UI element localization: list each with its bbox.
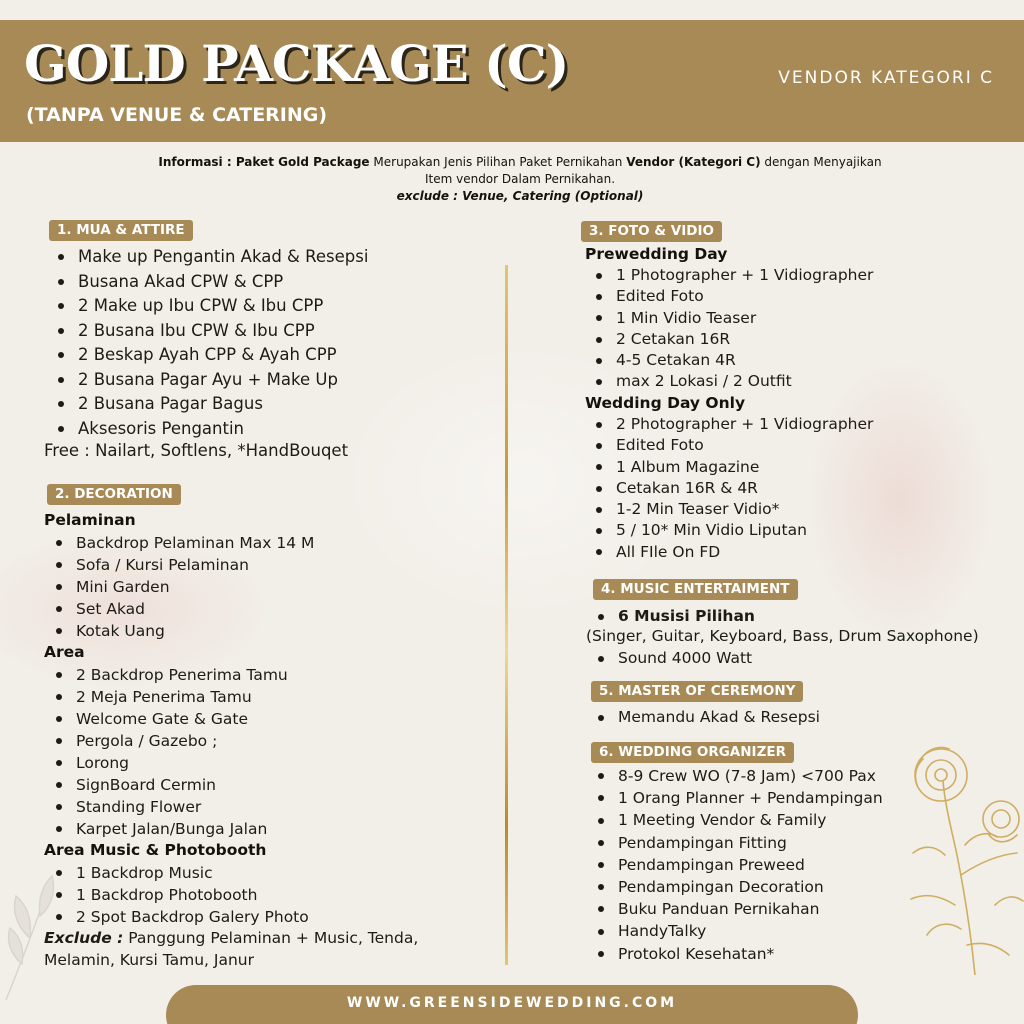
mua-item: 2 Busana Pagar Ayu + Make Up — [78, 368, 368, 393]
music-detail: (Singer, Guitar, Keyboard, Bass, Drum Saxophone) — [586, 627, 979, 645]
wedding-day-item: Cetakan 16R & 4R — [616, 478, 873, 499]
pelaminan-item: Sofa / Kursi Pelaminan — [76, 554, 314, 576]
mua-item: Aksesoris Pengantin — [78, 417, 368, 442]
mua-item: 2 Busana Pagar Bagus — [78, 392, 368, 417]
area-list — [76, 664, 288, 840]
mc-list — [618, 707, 820, 728]
pelaminan-item: Mini Garden — [76, 576, 314, 598]
wo-item: Pendampingan Fitting — [618, 832, 883, 854]
wedding-day-list — [616, 414, 873, 563]
section-mua-title: 1. MUA & ATTIRE — [49, 220, 193, 241]
vendor-category-label: VENDOR KATEGORI C — [778, 68, 994, 88]
pelaminan-item: Backdrop Pelaminan Max 14 M — [76, 534, 315, 552]
area-item: Welcome Gate & Gate — [76, 708, 288, 730]
leaf-icon — [0, 860, 60, 1000]
wo-item: HandyTalky — [618, 920, 883, 942]
wo-item: Protokol Kesehatan* — [618, 943, 883, 965]
prewedding-item: Edited Foto — [616, 286, 873, 307]
area-item: 2 Backdrop Penerima Tamu — [76, 666, 288, 684]
info-block — [100, 154, 940, 205]
prewedding-item: 4-5 Cetakan 4R — [616, 350, 873, 371]
mua-item: Busana Akad CPW & CPP — [78, 270, 368, 295]
footer-url-link[interactable]: WWW.GREENSIDEWEDDING.COM — [346, 995, 678, 1011]
gold-divider — [505, 265, 508, 965]
section-foto-title: 3. FOTO & VIDIO — [581, 221, 722, 242]
section-wo-title: 6. WEDDING ORGANIZER — [591, 742, 794, 763]
prewedding-heading: Prewedding Day — [585, 245, 728, 263]
wedding-day-item: Edited Foto — [616, 435, 873, 456]
music-item-musisi: 6 Musisi Pilihan — [618, 606, 755, 627]
music-area-item: 1 Backdrop Music — [76, 862, 309, 884]
prewedding-item: 1 Min Vidio Teaser — [616, 308, 873, 329]
page-subtitle: (TANPA VENUE & CATERING) — [26, 104, 328, 126]
wedding-day-heading: Wedding Day Only — [585, 394, 746, 412]
footer-bar — [166, 985, 858, 1024]
mua-list — [78, 245, 368, 441]
info-text-1: Merupakan Jenis Pilihan Paket Pernikahan — [369, 155, 627, 169]
mua-free: Free : Nailart, Softlens, *HandBouqet — [44, 441, 349, 460]
decoration-exclude-line-1 — [44, 929, 418, 947]
prewedding-item: 2 Cetakan 16R — [616, 329, 873, 350]
pelaminan-list — [76, 532, 314, 642]
page-title: GOLD PACKAGE (C) — [24, 34, 569, 93]
info-text-2: dengan Menyajikan — [760, 155, 882, 169]
info-label: Informasi : — [158, 155, 236, 169]
wedding-day-item: All FIle On FD — [616, 542, 873, 563]
gold-flower-icon — [905, 735, 1024, 975]
exclude-text-1: Panggung Pelaminan + Music, Tenda, — [123, 929, 419, 947]
info-exclude: exclude : Venue, Catering (Optional) — [396, 189, 644, 203]
mua-item: 2 Beskap Ayah CPP & Ayah CPP — [78, 343, 368, 368]
area-item: Karpet Jalan/Bunga Jalan — [76, 818, 288, 840]
wo-item: 1 Meeting Vendor & Family — [618, 809, 883, 831]
music-area-list — [76, 862, 309, 928]
area-item: SignBoard Cermin — [76, 774, 288, 796]
music-list-1 — [618, 606, 755, 627]
area-item: Standing Flower — [76, 796, 288, 818]
decoration-exclude-line-2: Melamin, Kursi Tamu, Janur — [44, 951, 254, 969]
mua-item: Make up Pengantin Akad & Resepsi — [78, 245, 368, 270]
mua-item: 2 Make up Ibu CPW & Ibu CPP — [78, 294, 368, 319]
music-item-sound: Sound 4000 Watt — [618, 648, 752, 669]
area-item: 2 Meja Penerima Tamu — [76, 686, 288, 708]
info-package-name: Paket Gold Package — [235, 155, 370, 169]
area-item: Pergola / Gazebo ; — [76, 730, 288, 752]
info-line-1 — [100, 154, 940, 171]
wedding-day-item: 1-2 Min Teaser Vidio* — [616, 499, 873, 520]
music-area-heading: Area Music & Photobooth — [44, 841, 267, 859]
wo-item: Pendampingan Decoration — [618, 876, 883, 898]
wo-item: 1 Orang Planner + Pendampingan — [618, 787, 883, 809]
exclude-label: Exclude : — [44, 929, 124, 947]
wo-item: Buku Panduan Pernikahan — [618, 898, 883, 920]
wedding-day-item: 2 Photographer + 1 Vidiographer — [616, 414, 873, 435]
wedding-day-item: 5 / 10* Min Vidio Liputan — [616, 520, 873, 541]
music-area-item: 1 Backdrop Photobooth — [76, 884, 309, 906]
prewedding-list — [616, 265, 873, 393]
area-heading: Area — [44, 643, 85, 661]
music-area-item: 2 Spot Backdrop Galery Photo — [76, 908, 309, 926]
prewedding-item: max 2 Lokasi / 2 Outfit — [616, 371, 873, 392]
wo-list — [618, 765, 883, 965]
info-vendor-label: Vendor (Kategori C) — [626, 155, 761, 169]
pelaminan-heading: Pelaminan — [44, 511, 136, 529]
mc-item: Memandu Akad & Resepsi — [618, 707, 820, 728]
music-list-2 — [618, 648, 752, 669]
section-mc-title: 5. MASTER OF CEREMONY — [591, 681, 803, 702]
prewedding-item: 1 Photographer + 1 Vidiographer — [616, 265, 873, 286]
pelaminan-item: Set Akad — [76, 598, 314, 620]
area-item: Lorong — [76, 752, 288, 774]
wo-item: Pendampingan Preweed — [618, 854, 883, 876]
header-banner — [0, 20, 1024, 142]
wo-item: 8-9 Crew WO (7-8 Jam) <700 Pax — [618, 765, 883, 787]
pelaminan-item: Kotak Uang — [76, 620, 314, 642]
info-line-2: Item vendor Dalam Pernikahan. — [424, 172, 616, 186]
mua-item: 2 Busana Ibu CPW & Ibu CPP — [78, 319, 368, 344]
section-music-title: 4. MUSIC ENTERTAIMENT — [593, 579, 798, 600]
section-decoration-title: 2. DECORATION — [47, 484, 181, 505]
wedding-day-item: 1 Album Magazine — [616, 457, 873, 478]
